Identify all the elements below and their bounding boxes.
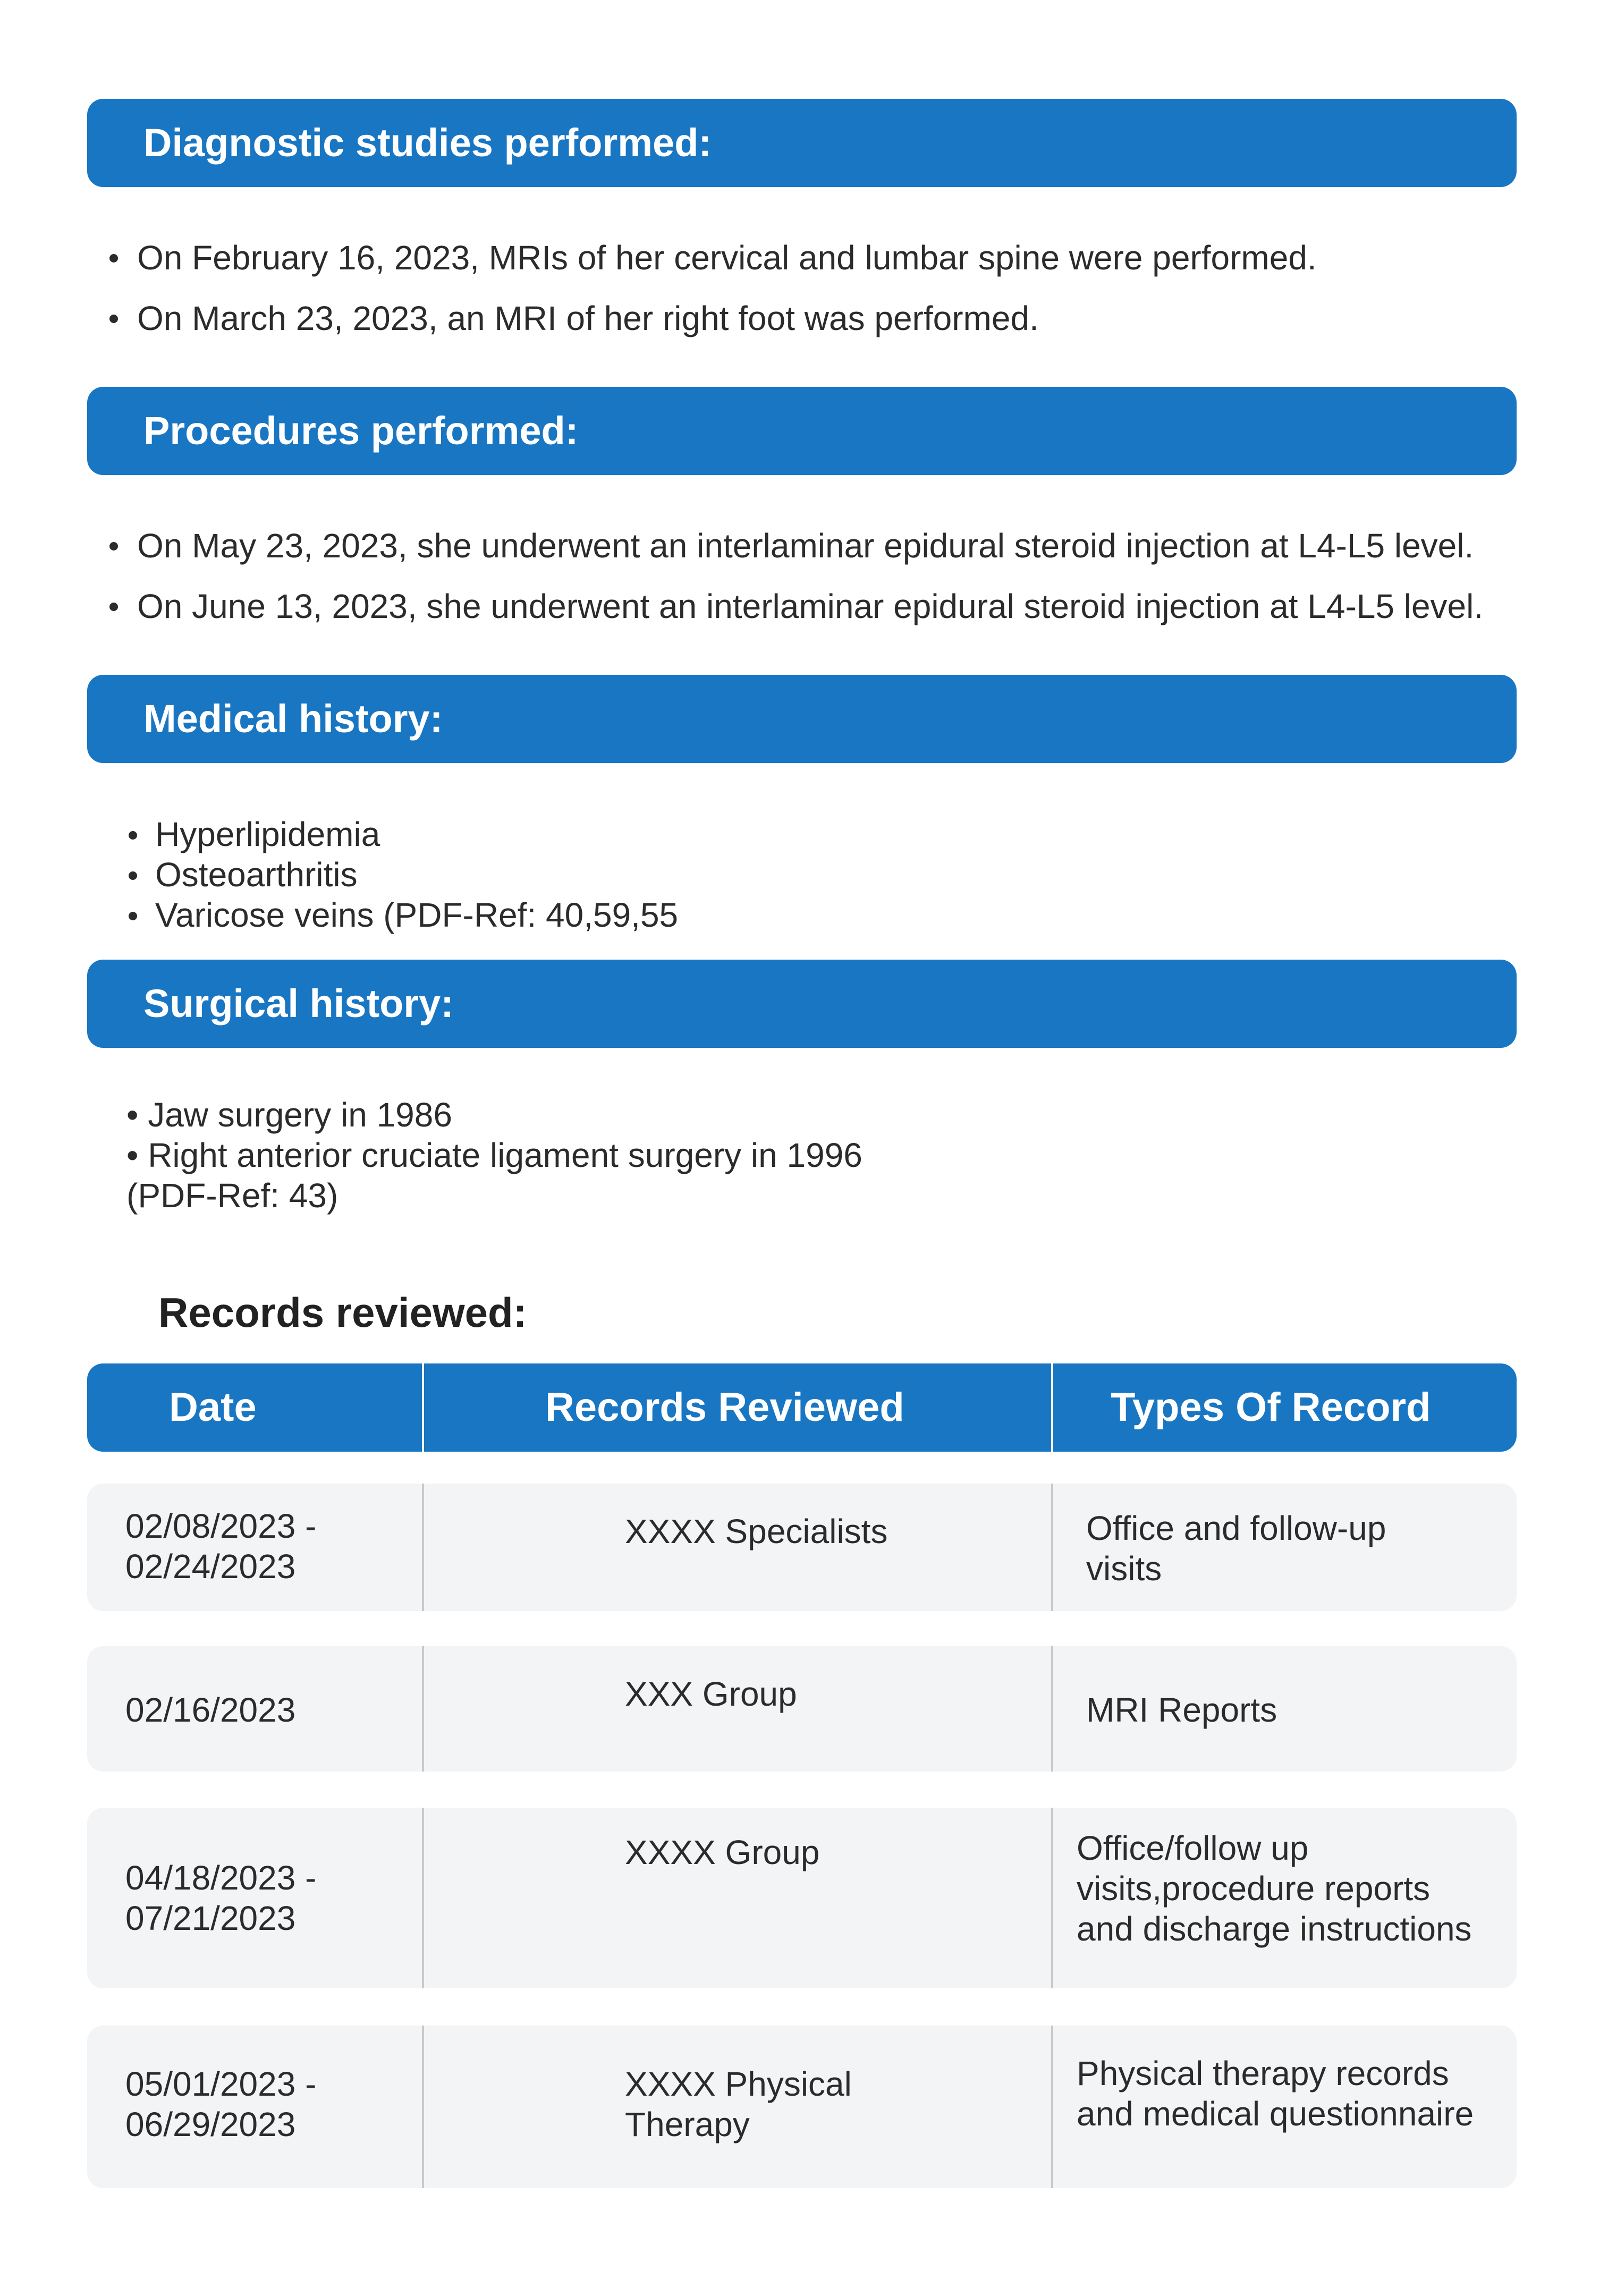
column-divider	[422, 1363, 424, 1452]
column-divider	[1051, 1484, 1053, 1611]
cell-types-of-record: Office/follow up visits,procedure reports and discharge instructions	[1077, 1829, 1472, 1948]
table-row	[87, 1484, 1517, 1611]
cell-types-of-record: Physical therapy records and medical questionnaire	[1077, 2054, 1474, 2133]
column-divider	[422, 1646, 424, 1772]
diagnostic-studies-header	[87, 99, 1517, 187]
column-header-types-of-record: Types Of Record	[1111, 1385, 1431, 1430]
cell-date: 05/01/2023 - 06/29/2023	[125, 2065, 317, 2144]
cell-types-of-record: MRI Reports	[1086, 1691, 1277, 1729]
section-title: Surgical history:	[143, 981, 454, 1026]
section-title: Procedures performed:	[143, 409, 579, 453]
medical-history-list	[155, 814, 678, 935]
table-row	[87, 1808, 1517, 1988]
column-divider	[422, 1484, 424, 1611]
diagnostic-studies-list	[137, 227, 1317, 349]
cell-records-reviewed: XXXX Group	[625, 1833, 820, 1871]
section-title: Diagnostic studies performed:	[143, 121, 712, 165]
cell-types-of-record: Office and follow-up visits	[1086, 1509, 1386, 1588]
procedures-list	[137, 515, 1483, 637]
section-title: Medical history:	[143, 697, 443, 741]
column-divider	[422, 2026, 424, 2188]
column-divider	[1051, 1646, 1053, 1772]
cell-date: 04/18/2023 - 07/21/2023	[125, 1859, 317, 1937]
column-divider	[1051, 1363, 1053, 1452]
list-item: Varicose veins (PDF-Ref: 40,59,55	[155, 896, 679, 934]
table-row	[87, 2026, 1517, 2188]
list-item: Hyperlipidemia	[155, 814, 678, 854]
cell-records-reviewed: XXXX Specialists	[625, 1512, 888, 1551]
surgical-history-text	[126, 1095, 862, 1216]
surgical-history-header	[87, 960, 1517, 1048]
list-item: On February 16, 2023, MRIs of her cervical and lumbar spine were performed.	[137, 227, 1317, 288]
procedures-header	[87, 387, 1517, 475]
medical-history-header	[87, 675, 1517, 763]
column-header-date: Date	[169, 1385, 257, 1430]
surgical-history-line: • Jaw surgery in 1986	[126, 1096, 452, 1134]
list-item: Osteoarthritis	[155, 854, 678, 895]
column-divider	[1051, 1808, 1053, 1988]
list-item: On June 13, 2023, she underwent an interlaminar epidural steroid injection at L4-L5 level.	[137, 576, 1483, 637]
column-divider	[422, 1808, 424, 1988]
records-reviewed-title: Records reviewed:	[158, 1289, 527, 1336]
cell-date: 02/08/2023 - 02/24/2023	[125, 1507, 317, 1586]
cell-date: 02/16/2023	[125, 1691, 296, 1729]
cell-records-reviewed: XXXX Physical Therapy	[625, 2065, 852, 2144]
list-item: On May 23, 2023, she underwent an interlaminar epidural steroid injection at L4-L5 level.	[137, 515, 1483, 576]
table-row	[87, 1646, 1517, 1772]
pdf-reference: (PDF-Ref: 43)	[126, 1176, 338, 1215]
list-item: On March 23, 2023, an MRI of her right foot was performed.	[137, 288, 1317, 349]
cell-records-reviewed: XXX Group	[625, 1675, 797, 1713]
column-divider	[1051, 2026, 1053, 2188]
records-table-header	[87, 1363, 1517, 1452]
surgical-history-line: • Right anterior cruciate ligament surgery in 1996	[126, 1136, 862, 1174]
column-header-records-reviewed: Records Reviewed	[545, 1385, 904, 1430]
